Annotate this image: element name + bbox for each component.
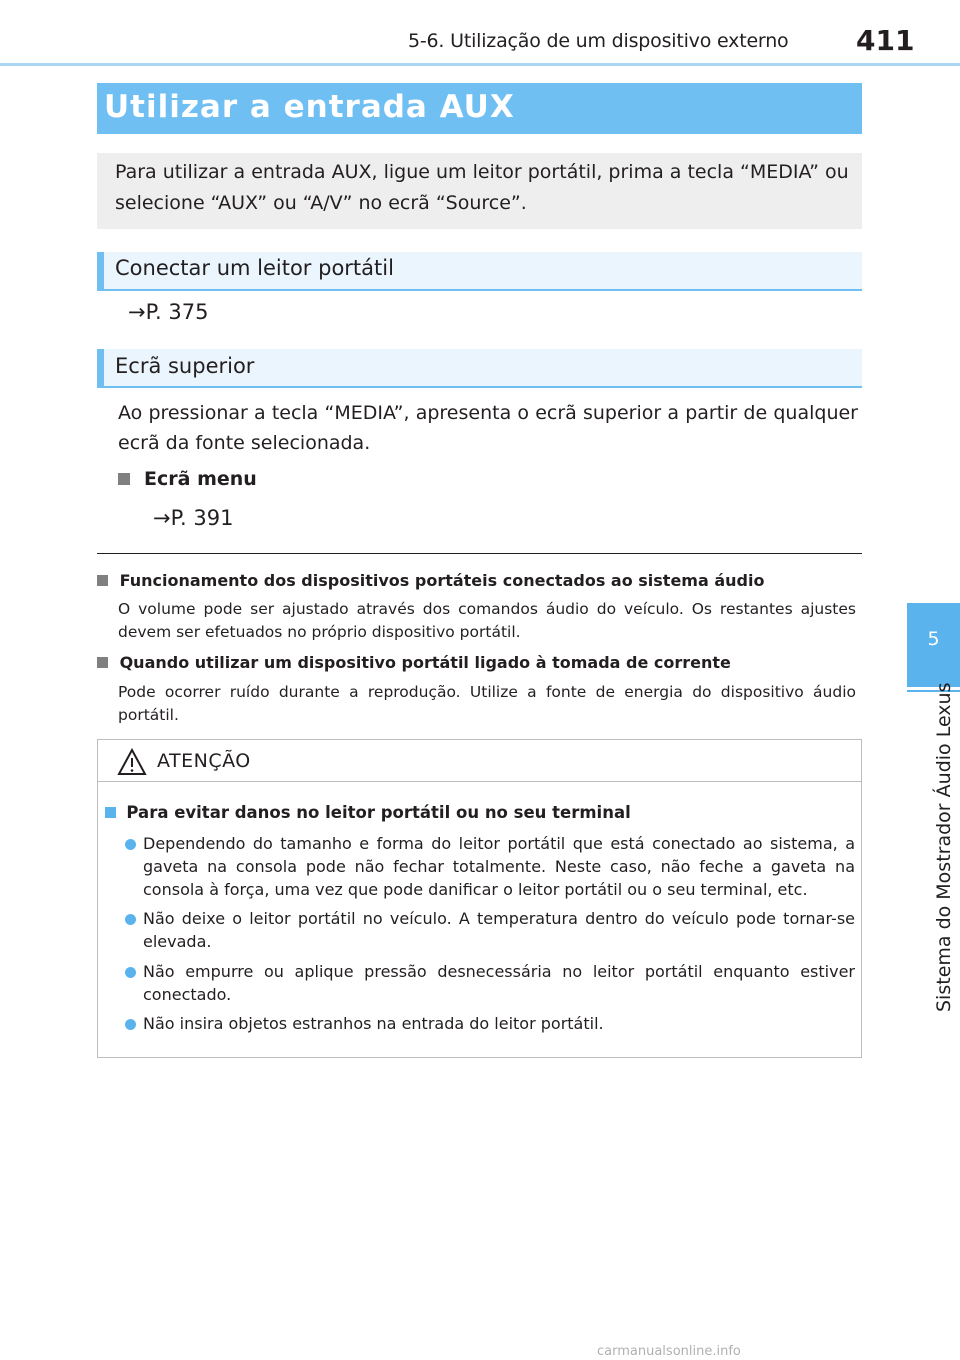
sub-heading-menu: [118, 468, 257, 490]
caution-item: Não deixe o leitor portátil no veículo. A temperatura dentro do veículo pode tornar-se elevada.: [143, 909, 855, 951]
page-reference-text: P. 375: [145, 300, 209, 324]
caution-item: Não insira objetos estranhos na entrada do leitor portátil.: [143, 1014, 604, 1033]
header-divider: [0, 63, 960, 66]
caution-heading: [105, 803, 631, 823]
square-bullet-icon: [97, 575, 108, 586]
section-heading-accent: [97, 252, 104, 291]
bullet-dot-icon: [125, 1019, 136, 1030]
top-screen-description: Ao pressionar a tecla “MEDIA”, apresenta o ecrã superior a partir de qualquer ecrã da fonte selecionada.: [118, 402, 858, 454]
caution-item: Não empurre ou aplique pressão desnecessária no leitor portátil enquanto estiver conectado.: [143, 962, 855, 1004]
caution-item: Dependendo do tamanho e forma do leitor portátil que está conectado ao sistema, a gaveta na consola pode não fechar totalmente. Neste caso, não feche a gaveta na consola à força, uma vez que pode danificar o leitor portátil ou o seu terminal, etc.: [143, 834, 855, 899]
page-title: Utilizar a entrada AUX: [104, 89, 515, 125]
watermark: carmanualsonline.info: [597, 1344, 741, 1359]
section-heading-connect: Conectar um leitor portátil: [115, 256, 394, 280]
chapter-title: Sistema do Mostrador Áudio Lexus: [933, 682, 955, 1012]
section-heading-top-screen: Ecrã superior: [115, 354, 255, 378]
page-reference[interactable]: [153, 506, 233, 530]
running-header: 5-6. Utilização de um dispositivo externo: [408, 30, 789, 52]
page-reference[interactable]: [128, 300, 208, 324]
caution-heading-text: Para evitar danos no leitor portátil ou no seu terminal: [126, 803, 631, 822]
note-body: Pode ocorrer ruído durante a reprodução. Utilize a fonte de energia do dispositivo áudio portátil.: [118, 683, 856, 724]
note-heading-text: Quando utilizar um dispositivo portátil ligado à tomada de corrente: [119, 653, 731, 672]
chapter-number: 5: [927, 628, 940, 650]
note-heading: [97, 653, 731, 672]
warning-triangle-icon: [117, 748, 147, 776]
note-heading: [97, 571, 764, 590]
square-bullet-icon: [118, 473, 130, 485]
bullet-dot-icon: [125, 967, 136, 978]
square-bullet-icon: [105, 807, 116, 818]
note-heading-text: Funcionamento dos dispositivos portáteis conectados ao sistema áudio: [119, 571, 765, 590]
intro-text: Para utilizar a entrada AUX, ligue um leitor portátil, prima a tecla “MEDIA” ou selecione “AUX” ou “A/V” no ecrã “Source”.: [115, 161, 849, 214]
note-body: O volume pode ser ajustado através dos comandos áudio do veículo. Os restantes ajustes devem ser efetuados no próprio dispositivo portátil.: [118, 600, 856, 641]
section-heading-accent: [97, 349, 104, 388]
caution-title: ATENÇÃO: [157, 750, 251, 772]
sub-heading-menu-label: Ecrã menu: [144, 468, 257, 490]
page-reference-text: P. 391: [170, 506, 234, 530]
section-divider: [97, 553, 862, 554]
caution-divider: [98, 781, 861, 782]
arrow-icon: →: [128, 300, 146, 324]
page-number: 411: [856, 24, 915, 57]
arrow-icon: →: [153, 506, 171, 530]
bullet-dot-icon: [125, 914, 136, 925]
square-bullet-icon: [97, 657, 108, 668]
bullet-dot-icon: [125, 839, 136, 850]
